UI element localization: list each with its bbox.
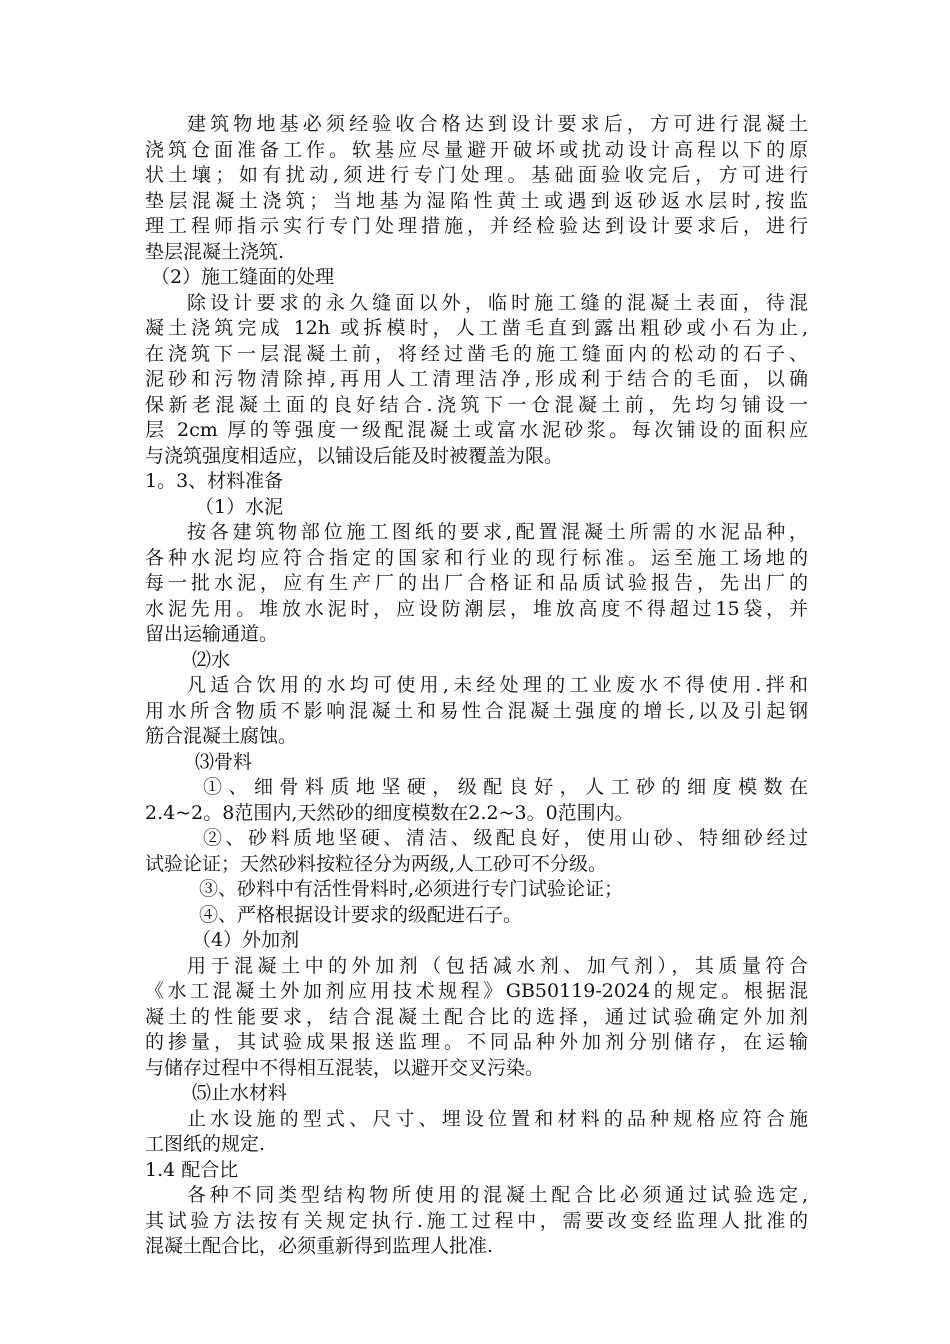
text-line: 除设计要求的永久缝面以外，临时施工缝的混凝土表面，待混 [187, 291, 808, 314]
text-line: 混凝土配合比，必须重新得到监理人批准. [145, 1235, 494, 1257]
text-line: 止水设施的型式、尺寸、埋设位置和材料的品种规格应符合施 [187, 1107, 808, 1130]
document-page [145, 112, 808, 1260]
text-line: 理工程师指示实行专门处理措施，并经检验达到设计要求后，进行 [145, 215, 808, 237]
text-line: ⑵水 [192, 648, 231, 671]
text-line: 在浇筑下一层混凝土前，将经过凿毛的施工缝面内的松动的石子、 [145, 342, 808, 365]
paragraph [145, 1107, 808, 1158]
text-line: 用水所含物质不影响混凝土和易性合混凝土强度的增长,以及引起钢 [145, 699, 808, 722]
paragraph [145, 826, 808, 877]
text-line: 《水工混凝土外加剂应用技术规程》GB50119-2024的规定。根据混 [145, 980, 808, 1002]
paragraph [145, 877, 808, 903]
text-line: 垫层混凝土浇筑. [145, 240, 285, 263]
paragraph [145, 495, 808, 521]
paragraph [145, 648, 808, 674]
text-line: 层 2cm 厚的等强度一级配混凝土或富水泥砂浆。每次铺设的面积应 [145, 419, 808, 441]
paragraph [145, 750, 808, 776]
text-line: ⑶骨料 [195, 750, 253, 773]
paragraph [145, 775, 808, 826]
paragraph [145, 673, 808, 750]
paragraph [145, 928, 808, 954]
text-line: 保新老混凝土面的良好结合.浇筑下一仓混凝土前，先均匀铺设一 [145, 393, 808, 416]
text-line: 浇筑仓面准备工作。软基应尽量避开破坏或扰动设计高程以下的原 [145, 138, 808, 161]
text-line: （4）外加剂 [192, 929, 300, 951]
paragraph [145, 469, 808, 495]
text-line: 用于混凝土中的外加剂（包括减水剂、加气剂），其质量符合 [187, 954, 808, 977]
text-line: 与浇筑强度相适应，以铺设后能及时被覆盖为限。 [145, 444, 564, 467]
text-line: 试验论证；天然砂料按粒径分为两级,人工砂可不分级。 [145, 852, 608, 875]
text-line: 各种水泥均应符合指定的国家和行业的现行标准。运至施工场地的 [145, 546, 808, 569]
text-line: 按各建筑物部位施工图纸的要求,配置混凝土所需的水泥品种， [187, 521, 808, 543]
text-line: 1.4 配合比 [145, 1158, 239, 1181]
paragraph [145, 903, 808, 929]
text-line: 筋合混凝土腐蚀。 [145, 725, 298, 747]
text-line: 工图纸的规定. [145, 1133, 266, 1155]
text-line: 2.4~2。8范围内,天然砂的细度模数在2.2~3。0范围内。 [145, 801, 634, 824]
paragraph [145, 1081, 808, 1107]
text-line: ⑸止水材料 [192, 1082, 288, 1104]
text-line: 其试验方法按有关规定执行.施工过程中，需要改变经监理人批准的 [145, 1209, 808, 1232]
text-line: （2）施工缝面的处理 [151, 266, 335, 288]
paragraph [145, 291, 808, 470]
text-line: 水泥先用。堆放水泥时，应设防潮层，堆放高度不得超过15袋，并 [145, 597, 808, 620]
text-line: 的掺量，其试验成果报送监理。不同品种外加剂分别储存，在运输 [145, 1031, 808, 1053]
text-line: 垫层混凝土浇筑；当地基为湿陷性黄土或遇到返砂返水层时,按监 [145, 189, 808, 212]
paragraph [145, 112, 808, 265]
text-line: 凝土的性能要求，结合混凝土配合比的选择，通过试验确定外加剂 [145, 1005, 808, 1028]
text-line: （1）水泥 [195, 495, 284, 518]
paragraph [145, 520, 808, 648]
text-line: ③、砂料中有活性骨料时,必须进行专门试验论证； [199, 878, 624, 900]
text-line: 各种不同类型结构物所使用的混凝土配合比必须通过试验选定, [187, 1184, 808, 1206]
text-line: 1。3、材料准备 [145, 470, 284, 492]
paragraph [145, 954, 808, 1082]
text-line: ①、细骨料质地坚硬，级配良好，人工砂的细度模数在 [203, 776, 808, 798]
text-line: 建筑物地基必须经验收合格达到设计要求后，方可进行混凝土 [187, 113, 808, 135]
paragraph [145, 265, 808, 291]
text-line: 泥砂和污物清除掉,再用人工清理洁净,形成利于结合的毛面，以确 [145, 368, 808, 390]
text-line: 凡适合饮用的水均可使用,未经处理的工业废水不得使用.拌和 [187, 674, 808, 696]
text-line: 状土壤；如有扰动,须进行专门处理。基础面验收完后，方可进行 [145, 164, 808, 186]
text-line: ④、严格根据设计要求的级配进石子。 [199, 903, 523, 926]
paragraph [145, 1158, 808, 1184]
text-line: ②、砂料质地坚硬、清洁、级配良好，使用山砂、特细砂经过 [203, 827, 808, 849]
paragraph [145, 1183, 808, 1260]
text-line: 每一批水泥，应有生产厂的出厂合格证和品质试验报告，先出厂的 [145, 572, 808, 594]
text-line: 留出运输通道。 [145, 623, 279, 645]
text-line: 凝土浇筑完成 12h 或拆模时，人工凿毛直到露出粗砂或小石为止, [145, 317, 808, 339]
text-line: 与储存过程中不得相互混装，以避开交叉污染。 [145, 1056, 545, 1079]
